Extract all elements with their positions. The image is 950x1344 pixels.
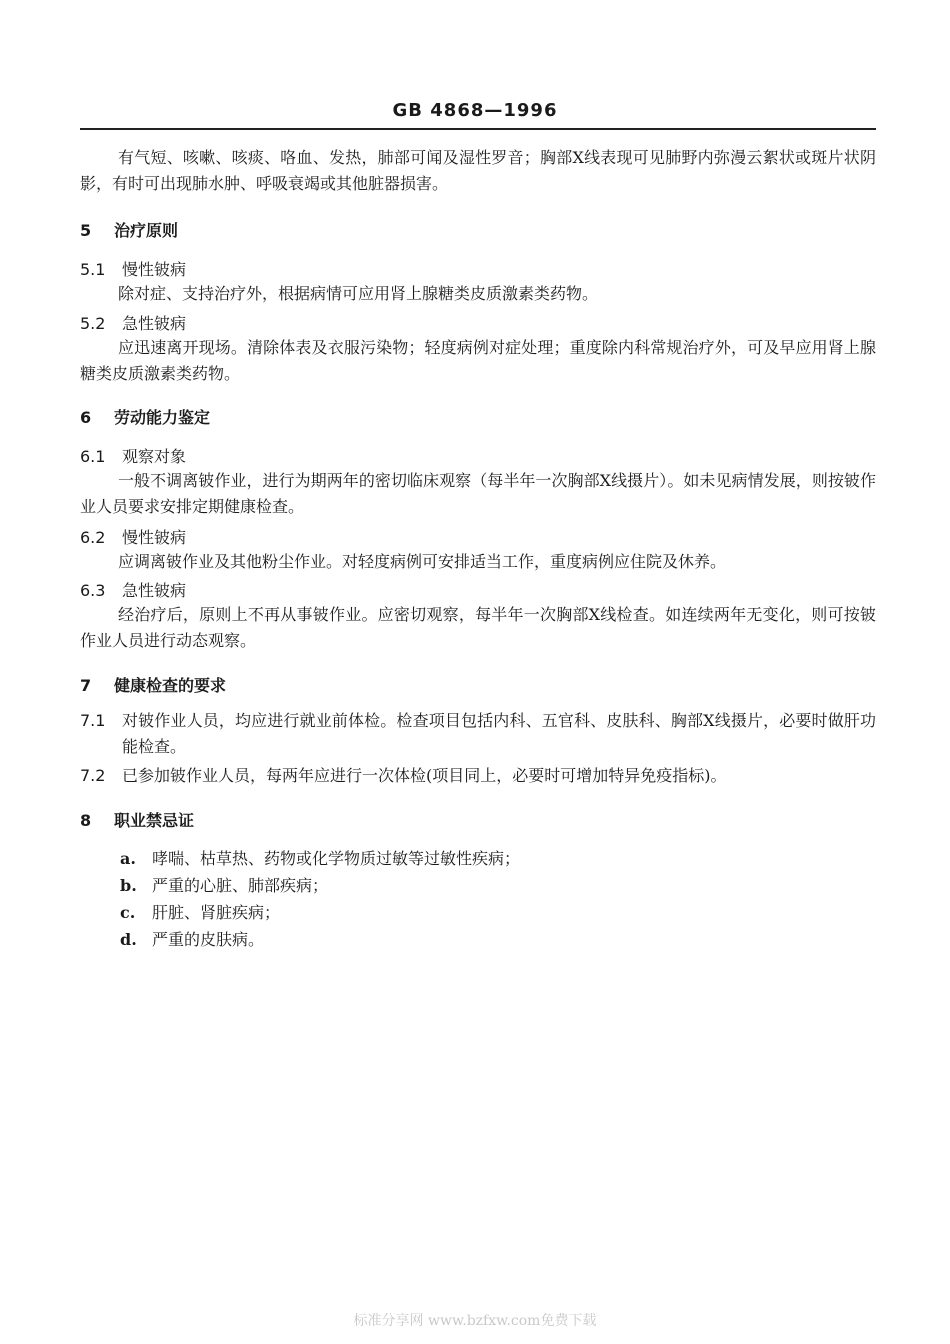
subsection-5-2-title: 急性铍病: [122, 314, 187, 333]
section-8-heading: [80, 808, 194, 831]
intro-paragraph: 有气短、咳嗽、咳痰、咯血、发热，肺部可闻及湿性罗音；胸部X线表现可见肺野内弥漫云絮状或斑片状阴影，有时可出现肺水肿、呼吸衰竭或其他脏器损害。: [80, 148, 876, 193]
subsection-5-1-heading: [80, 257, 186, 280]
list-item-c: [120, 900, 280, 923]
subsection-6-1-number: 6.1: [80, 447, 106, 466]
section-5-title: 治疗原则: [114, 221, 179, 240]
section-8-number: 8: [80, 811, 92, 830]
subsection-7-2-text: 已参加铍作业人员，每两年应进行一次体检(项目同上，必要时可增加特异免疫指标)。: [122, 766, 727, 785]
page-header-standard-number: GB 4868—1996: [392, 100, 558, 121]
subsection-7-1-text: 对铍作业人员，均应进行就业前体检。检查项目包括内科、五官科、皮肤科、胸部X线摄片，必要时做肝功能检查。: [122, 711, 876, 756]
subsection-7-1-number: 7.1: [80, 711, 106, 730]
subsection-5-1-number: 5.1: [80, 260, 106, 279]
list-item-c-text: 肝脏、肾脏疾病；: [152, 903, 281, 922]
subsection-6-3-heading: [80, 578, 186, 601]
subsection-7-1: [80, 708, 876, 760]
list-item-b-mark: b.: [120, 876, 137, 895]
list-item-a-mark: a.: [120, 849, 136, 868]
list-item-d-text: 严重的皮肤病。: [152, 930, 265, 949]
list-item-a: [120, 846, 520, 869]
subsection-5-2-number: 5.2: [80, 314, 106, 333]
list-item-d-mark: d.: [120, 930, 137, 949]
subsection-6-2-title: 慢性铍病: [122, 528, 187, 547]
list-item-b: [120, 873, 328, 896]
header-rule: [80, 128, 876, 130]
section-5-number: 5: [80, 221, 92, 240]
section-6-title: 劳动能力鉴定: [114, 408, 211, 427]
subsection-6-3-text: 经治疗后，原则上不再从事铍作业。应密切观察，每半年一次胸部X线检查。如连续两年无变化，则可按铍作业人员进行动态观察。: [80, 605, 876, 650]
subsection-6-1-title: 观察对象: [122, 447, 187, 466]
section-7-title: 健康检查的要求: [114, 676, 227, 695]
section-7-heading: [80, 673, 226, 696]
subsection-6-3-title: 急性铍病: [122, 581, 187, 600]
subsection-6-3-number: 6.3: [80, 581, 106, 600]
subsection-6-1-text: 一般不调离铍作业，进行为期两年的密切临床观察（每半年一次胸部X线摄片）。如未见病情发展，则按铍作业人员要求安排定期健康检查。: [80, 471, 876, 516]
subsection-6-2-text: 应调离铍作业及其他粉尘作业。对轻度病例可安排适当工作，重度病例应住院及休养。: [118, 552, 727, 571]
section-6-number: 6: [80, 408, 92, 427]
subsection-5-1-text: 除对症、支持治疗外，根据病情可应用肾上腺糖类皮质激素类药物。: [118, 284, 599, 303]
list-item-a-text: 哮喘、枯草热、药物或化学物质过敏等过敏性疾病；: [152, 849, 521, 868]
section-5-heading: [80, 218, 178, 241]
subsection-6-1-heading: [80, 444, 186, 467]
section-8-title: 职业禁忌证: [114, 811, 195, 830]
subsection-6-2-number: 6.2: [80, 528, 106, 547]
list-item-c-mark: c.: [120, 903, 136, 922]
subsection-5-1-title: 慢性铍病: [122, 260, 187, 279]
footer-watermark: 标准分享网 www.bzfxw.com免费下载: [353, 1313, 597, 1329]
list-item-b-text: 严重的心脏、肺部疾病；: [152, 876, 329, 895]
subsection-7-2-number: 7.2: [80, 766, 106, 785]
subsection-7-2: [80, 763, 876, 789]
section-7-number: 7: [80, 676, 92, 695]
subsection-5-2-heading: [80, 311, 186, 334]
section-6-heading: [80, 405, 210, 428]
list-item-d: [120, 927, 264, 950]
subsection-6-2-heading: [80, 525, 186, 548]
subsection-5-2-text: 应迅速离开现场。清除体表及衣服污染物；轻度病例对症处理；重度除内科常规治疗外，可及早应用肾上腺糖类皮质激素类药物。: [80, 338, 876, 383]
